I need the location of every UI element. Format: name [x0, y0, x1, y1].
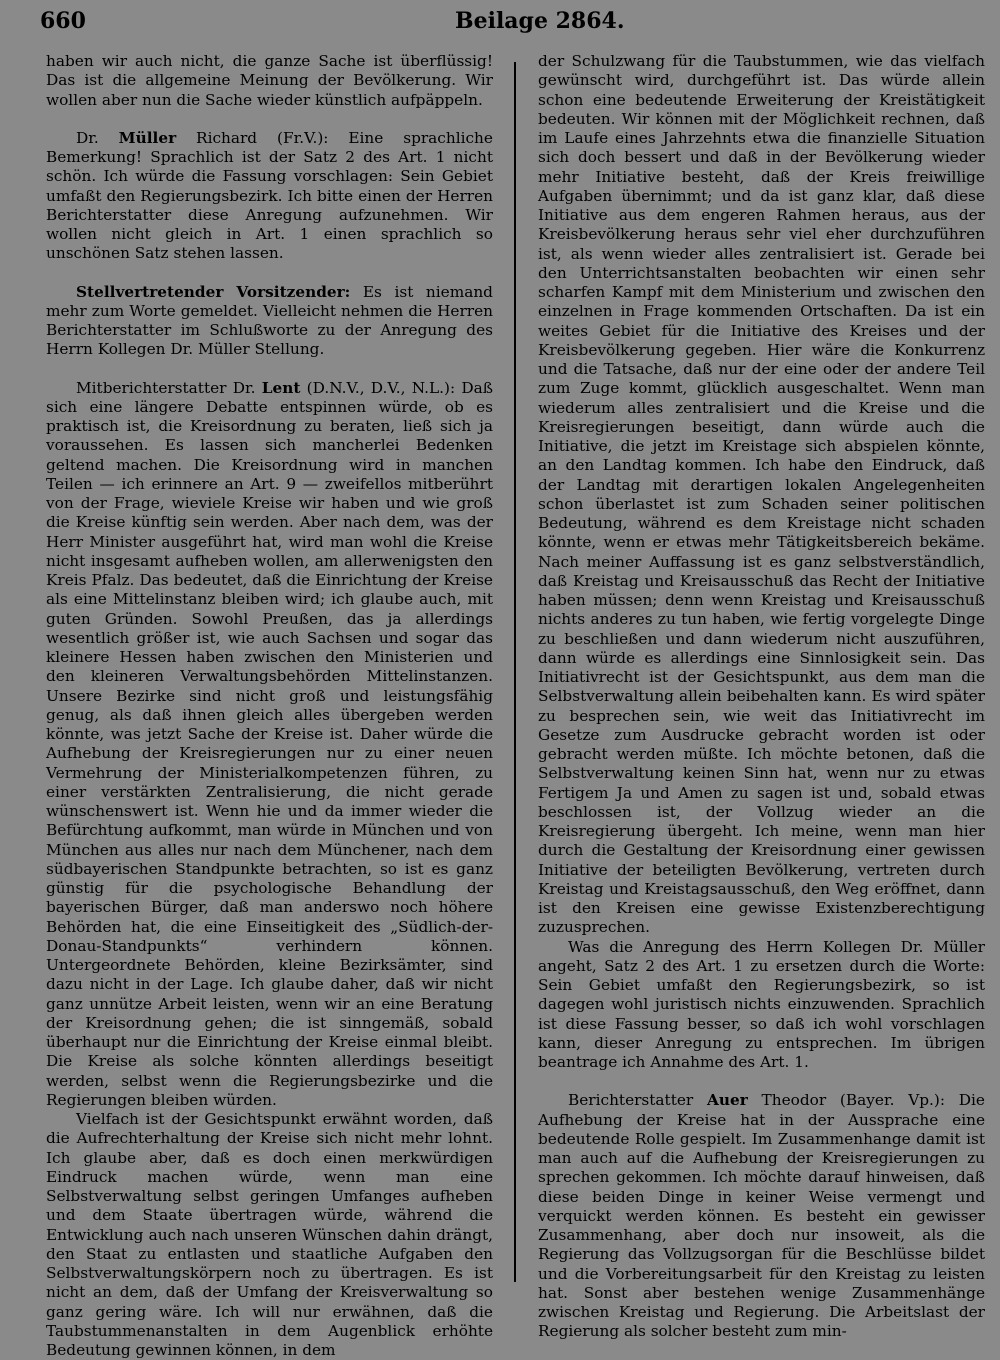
speech-text: Theodor (Bayer. Vp.): Die Aufhebung der Kreise hat in der Aussprache eine bedeutende Rolle gespielt. Im Zusammenhange damit ist man auch auf die Aufhebung der Kreisregierungen zu sprechen gekommen. Ich möchte darauf hinweisen, daß diese beiden Dinge in keiner Weise vermengt und verquickt werden können. Es besteht ein gewisser Zusammenhang, aber doch nur insoweit, als die Regierung das Vollzugsorgan für die Beschlüsse bildet und die Vorbereitungsarbeit für den Kreistag zu leisten hat. Sonst aber bestehen wenige Zusammenhänge zwischen Kreistag und Regierung. Die Arbeitslast der Regierung als solcher besteht zum min-	[538, 1091, 985, 1341]
speech-paragraph	[46, 379, 493, 1111]
speaker-prefix: Mitberichterstatter Dr.	[76, 378, 256, 397]
speaker-prefix: Berichterstatter	[568, 1091, 694, 1110]
paragraph: der Schulzwang für die Taubstummen, wie das vielfach gewünscht wird, durchgeführt ist. Das würde allein schon eine bedeutende Erweiterung der Kreistätigkeit bedeuten. Wir können mit der Möglichkeit rechnen, daß im Laufe eines Jahrzehnts etwa die finanzielle Situation sich doch bessert und daß in der Bevölkerung wieder mehr Initiative besteht, daß der Kreis freiwillige Aufgaben übernimmt; und da ist ganz klar, daß diese Initiative aus dem engeren Rahmen heraus, aus der Kreisbevölkerung heraus sehr viel eher durchzuführen ist, als wenn wieder alles zentralisiert ist. Gerade bei den Unterrichtsanstalten beobachten wir einen sehr scharfen Kampf mit dem Ministerium und zwischen den einzelnen in Frage kommenden Ortschaften. Da ist ein weites Gebiet für die Initiative des Kreises und der Kreisbevölkerung gegeben. Hier wäre die Konkurrenz und die Tatsache, daß nur der eine oder der andere Teil zum Zuge kommt, glücklich ausgeschaltet. Wenn man wiederum alles zentralisiert und die Kreise und die Kreisregierungen beseitigt, dann würde auch die Initiative, die jetzt im Kreistage sich abspielen könnte, an den Landtag kommen. Ich habe den Eindruck, daß der Landtag mit derartigen lokalen Angelegenheiten schon überlastet ist zum Schaden seiner politischen Bedeutung, während es dem Kreistage nicht schaden könnte, wenn er etwas mehr Tätigkeitsbereich bekäme. Nach meiner Auffassung ist es ganz selbstverständlich, daß Kreistag und Kreisausschuß das Recht der Initiative haben müssen; denn wenn Kreistag und Kreisausschuß nichts anderes zu tun haben, wie fertig vorgelegte Dinge zu beschließen und dann wiederum nicht auszuführen, dann würde es allerdings eine Sinnlosigkeit sein. Das Initiativrecht ist der Gesichtspunkt, aus dem man die Selbstverwaltung allein beibehalten kann. Es wird später zu besprechen sein, wie weit das Initiativrecht im Gesetze zum Ausdrucke gebracht worden ist oder gebracht werden müßte. Ich möchte betonen, daß die Selbstverwaltung keinen Sinn hat, wenn nur zu etwas Fertigem Ja und Amen zu sagen ist und, sobald etwas beschlossen ist, der Vollzug wieder an die Kreisregierung übergeht. Ich meine, wenn man hier durch die Gestaltung der Kreisordnung einer gewissen Initiative der beteiligten Bevölkerung, vertreten durch Kreistag und Kreistagsausschuß, den Weg eröffnet, dann ist den Kreisen eine gewisse Existenzberechtigung zuzusprechen.	[538, 52, 985, 937]
speaker-prefix: Dr.	[76, 128, 99, 147]
speaker-name: Müller	[118, 128, 177, 147]
speech-paragraph	[538, 1091, 985, 1341]
paragraph: Was die Anregung des Herrn Kollegen Dr. Müller angeht, Satz 2 des Art. 1 zu ersetzen durch die Worte: Sein Gebiet umfaßt den Regierungsbezirk, so ist dagegen wohl juristisch nichts einzuwenden. Sprachlich ist diese Fassung besser, so daß ich wohl vorschlagen kann, dieser Anregung zu entsprechen. Im übrigen beantrage ich Annahme des Art. 1.	[538, 937, 985, 1071]
left-column	[46, 52, 493, 1360]
column-divider	[514, 62, 516, 1282]
speech-text: (D.N.V., D.V., N.L.): Daß sich eine längere Debatte entspinnen würde, ob es praktisch ist, die Kreisordnung zu beraten, ließ sich ja voraussehen. Es lassen sich mancherlei Bedenken geltend machen. Die Kreisordnung wird in manchen Teilen — ich erinnere an Art. 9 — zweifellos mitberührt von der Frage, wieviele Kreise wir haben und wie groß die Kreise künftig sein werden. Aber nach dem, was der Herr Minister ausgeführt hat, wird man wohl die Kreise nicht insgesamt aufheben wollen, am allerwenigsten den Kreis Pfalz. Das bedeutet, daß die Einrichtung der Kreise als eine Mittelinstanz bleiben wird; ich glaube auch, mit guten Gründen. Sowohl Preußen, das ja allerdings wesentlich größer ist, wie auch Sachsen und sogar das kleinere Hessen haben zwischen den Ministerien und den kleineren Verwaltungsbehörden Mittelinstanzen. Unsere Bezirke sind nicht groß und leistungsfähig genug, als daß ihnen gleich alles übergeben werden könnte, was jetzt Sache der Kreise ist. Daher würde die Aufhebung der Kreisregierungen nur zu einer neuen Vermehrung der Ministerialkompetenzen führen, zu einer verstärkten Zentralisierung, die nicht gerade wünschenswert ist. Wenn hie und da immer wieder die Befürchtung aufkommt, man würde in München und von München aus alles nur nach dem Münchener, nach dem südbayerischen Standpunkte betrachten, so ist es ganz günstig für die psychologische Behandlung der bayerischen Bürger, daß man anderswo noch höhere Behörden hat, die eine Einseitigkeit des „Südlich-der-Donau-Standpunkts“ verhindern können. Untergeordnete Behörden, kleine Bezirksämter, sind dazu nicht in der Lage. Ich glaube daher, daß wir nicht ganz unnütze Arbeit leisten, wenn wir an eine Beratung der Kreisordnung gehen; die ist sinngemäß, sobald überhaupt nur die Einrichtung der Kreise einmal bleibt. Die Kreise als solche könnten allerdings beseitigt werden, selbst wenn die Regierungsbezirke und die Regierungen bleiben würden.	[46, 378, 493, 1109]
speaker-name: Auer	[706, 1091, 748, 1110]
page-number: 660	[40, 8, 86, 34]
paragraph: Vielfach ist der Gesichtspunkt erwähnt worden, daß die Aufrechterhaltung der Kreise sich nicht mehr lohnt. Ich glaube aber, daß es doch einen merkwürdigen Eindruck machen würde, wenn man eine Selbstverwaltung selbst geringen Umfanges aufheben und dem Staate übertragen würde, während die Entwicklung auch nach unseren Wünschen dahin drängt, den Staat zu entlasten und staatliche Aufgaben den Selbstverwaltungskörpern noch zu übertragen. Es ist nicht an dem, daß der Umfang der Kreisverwaltung so ganz gering wäre. Ich will nur erwähnen, daß die Taubstummenanstalten in dem Augenblick erhöhte Bedeutung gewinnen können, in dem	[46, 1110, 493, 1359]
page-title: Beilage 2864.	[455, 8, 625, 34]
speech-paragraph	[46, 129, 493, 264]
speech-text: Richard (Fr.V.): Eine sprachliche Bemerkung! Sprachlich ist der Satz 2 des Art. 1 nicht schön. Ich würde die Fassung vorschlagen: Sein Gebiet umfaßt den Regierungsbezirk. Ich bitte einen der Herren Berichterstatter diese Anregung aufzunehmen. Wir wollen nicht gleich in Art. 1 einen sprachlich so unschönen Satz stehen lassen.	[46, 128, 493, 263]
speech-text: Es ist niemand mehr zum Worte gemeldet. Vielleicht nehmen die Herren Berichterstatter im Schlußworte zu der Anregung des Herrn Kollegen Dr. Müller Stellung.	[46, 282, 493, 359]
speaker-role: Stellvertretender Vorsitzender:	[76, 282, 351, 301]
paragraph: haben wir auch nicht, die ganze Sache ist überflüssig! Das ist die allgemeine Meinung der Bevölkerung. Wir wollen aber nun die Sache wieder künstlich aufpäppeln.	[46, 52, 493, 109]
speech-paragraph	[46, 283, 493, 360]
right-column	[538, 52, 985, 1342]
speaker-name: Lent	[261, 378, 301, 397]
